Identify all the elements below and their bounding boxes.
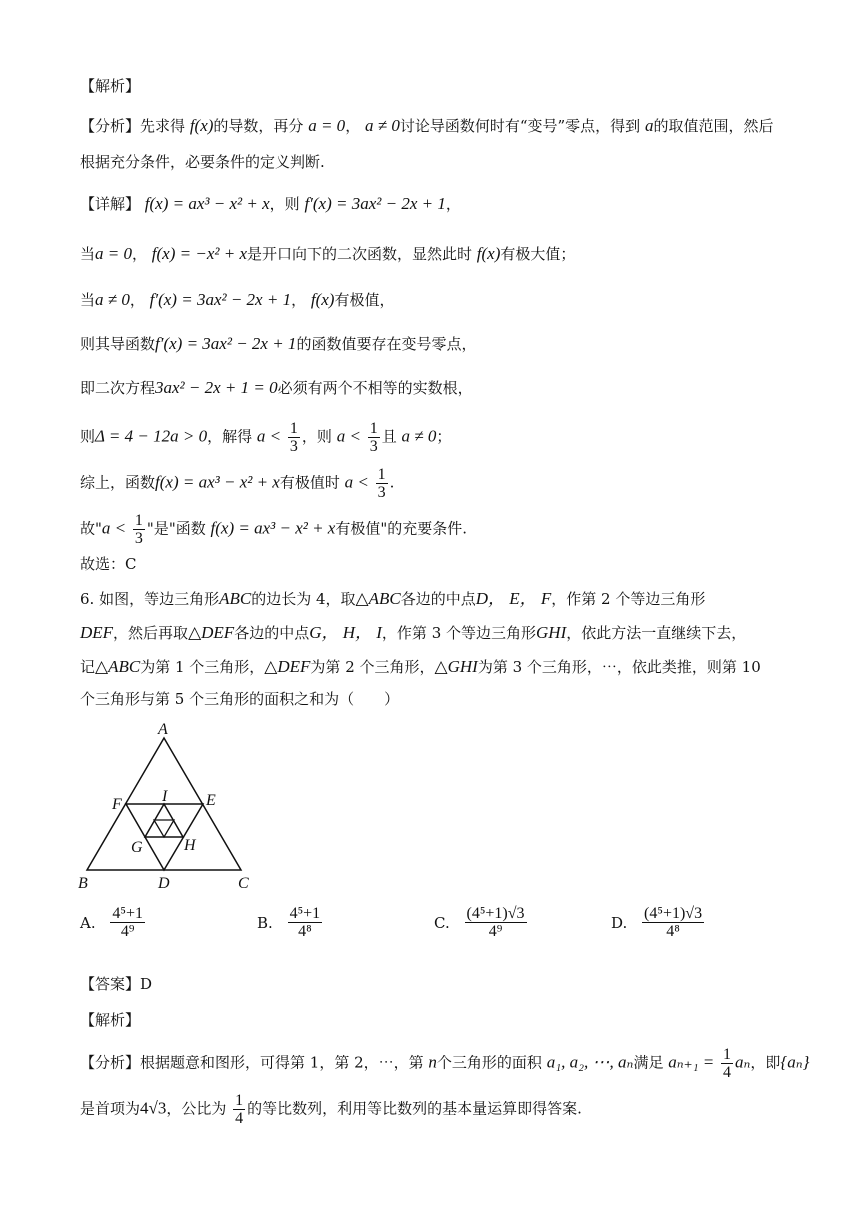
vertex-label-c: C	[238, 875, 249, 892]
option-c[interactable]: C. $\frac{\text{(4⁵+1)√3}}{\text{4⁹}}$	[434, 905, 525, 940]
q6-line-1: 6. 如图，等边三角形ABC的边长为 4，取△ABC各边的中点D， E， F，作第 2 个等边三角形	[80, 589, 706, 608]
vertex-label-i: I	[162, 788, 168, 805]
triangle-fourth	[154, 820, 174, 837]
analysis-line-2: 根据充分条件，必要条件的定义判断.	[80, 153, 325, 171]
fraction-one-third: $\frac{1}{3}$	[134, 512, 143, 547]
section-heading-jiexi: 【解析】	[80, 77, 141, 95]
detail-line-5: 即二次方程3ax² − 2x + 1 = 0必须有两个不相等的实数根，	[80, 378, 473, 397]
fraction-one-quarter: $\frac{1}{4}$	[723, 1046, 732, 1081]
math-fx: f(x)	[189, 116, 214, 135]
option-a[interactable]: A. $\frac{\text{4⁵+1}}{\text{4⁹}}$	[80, 905, 143, 940]
detail-tag: 【详解】	[80, 195, 141, 213]
vertex-label-b: B	[78, 875, 88, 892]
option-c-fraction: $\frac{\text{(4⁵+1)√3}}{\text{4⁹}}$	[466, 905, 525, 940]
vertex-label-d: D	[158, 875, 170, 892]
vertex-label-a: A	[158, 721, 168, 738]
detail-line-1: 【详解】 f(x) = ax³ − x² + x，则 f′(x) = 3ax² − 2x + 1，	[80, 194, 461, 213]
fraction-one-third: $\frac{1}{3}$	[289, 420, 298, 455]
vertex-label-e: E	[206, 792, 216, 809]
q6-line-4: 个三角形与第 5 个三角形的面积之和为（ ）	[80, 690, 400, 708]
analysis-line-1: 【分析】先求得 f(x)的导数，再分 a = 0， a ≠ 0讨论导函数何时有“变号”零点，得到 a的取值范围，然后	[80, 116, 774, 135]
analysis2-tag: 【分析】	[80, 1053, 141, 1072]
fraction-one-third: $\frac{1}{3}$	[377, 466, 386, 501]
detail-choice: 故选：C	[80, 555, 137, 573]
option-a-fraction: $\frac{\text{4⁵+1}}{\text{4⁹}}$	[112, 905, 143, 940]
vertex-label-h: H	[184, 837, 196, 854]
option-d-fraction: $\frac{\text{(4⁵+1)√3}}{\text{4⁸}}$	[644, 905, 703, 940]
answer-line: 【答案】D	[80, 975, 153, 993]
option-d[interactable]: D. $\frac{\text{(4⁵+1)√3}}{\text{4⁸}}$	[611, 905, 703, 940]
vertex-label-f: F	[112, 796, 122, 813]
vertex-label-g: G	[131, 839, 143, 856]
option-b-fraction: $\frac{\text{4⁵+1}}{\text{4⁸}}$	[289, 905, 321, 940]
analysis-tag: 【分析】	[80, 117, 141, 135]
detail-line-2: 当a = 0， f(x) = −x² + x是开口向下的二次函数，显然此时 f(x)有极大值；	[80, 244, 576, 263]
detail-line-6: 则Δ = 4 − 12a > 0，解得 a < $\frac{1}{3}$ ，则 a < $\frac{1}{3}$ 且 a ≠ 0；	[80, 420, 452, 455]
q6-line-3: 记△ABC为第 1 个三角形，△DEF为第 2 个三角形，△GHI为第 3 个三角形，⋯，依此类推，则第 10	[80, 657, 761, 676]
option-b[interactable]: B. $\frac{\text{4⁵+1}}{\text{4⁸}}$	[257, 905, 321, 940]
analysis2-line-1: 【分析】根据题意和图形，可得第 1，第 2，⋯，第 n个三角形的面积 a₁, a₂, ⋯, aₙ满足 aₙ₊₁ = $\frac{1}{4}$ aₙ，即{aₙ}	[80, 1046, 810, 1081]
section-heading-jiexi-2: 【解析】	[80, 1011, 141, 1029]
q6-line-2: DEF，然后再取△DEF各边的中点G， H， I，作第 3 个等边三角形GHI，依此方法一直继续下去，	[80, 623, 747, 642]
fraction-one-quarter: $\frac{1}{4}$	[235, 1092, 244, 1127]
analysis2-line-2: 是首项为4√3，公比为 $\frac{1}{4}$ 的等比数列，利用等比数列的基本量运算即得答案.	[80, 1092, 582, 1127]
detail-line-7: 综上，函数f(x) = ax³ − x² + x有极值时 a < $\frac{1}{3}$ .	[80, 466, 395, 501]
detail-line-4: 则其导函数f′(x) = 3ax² − 2x + 1的函数值要存在变号零点，	[80, 334, 477, 353]
nested-triangles-figure	[78, 718, 258, 893]
fraction-one-third: $\frac{1}{3}$	[369, 420, 378, 455]
detail-line-8: 故"a < $\frac{1}{3}$ "是"函数 f(x) = ax³ − x² + x有极值"的充要条件.	[80, 512, 468, 547]
detail-line-3: 当a ≠ 0， f′(x) = 3ax² − 2x + 1， f(x)有极值，	[80, 290, 395, 309]
